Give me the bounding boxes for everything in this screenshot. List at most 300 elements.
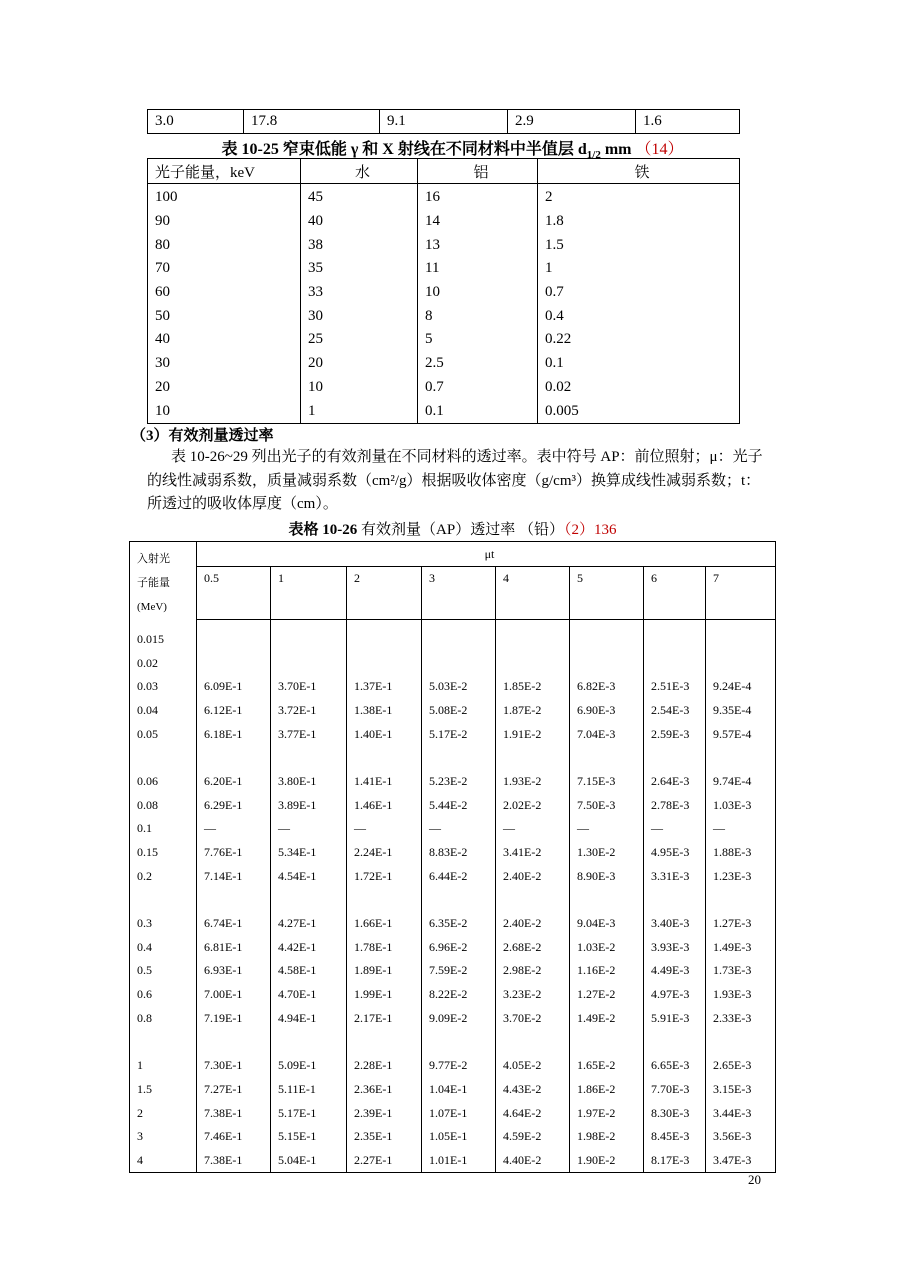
table-cell: 5.17E-1 <box>271 1101 347 1125</box>
table-cell <box>570 651 644 675</box>
table-cell <box>347 888 422 912</box>
table-cell <box>706 1030 776 1054</box>
table-row <box>148 376 740 400</box>
table-cell: 7.15E-3 <box>570 770 644 794</box>
energy-cell: 0.4 <box>130 935 197 959</box>
caption-reference: （14） <box>635 141 684 158</box>
previous-table-last-row <box>147 109 740 134</box>
table-cell: — <box>271 817 347 841</box>
energy-cell: 0.03 <box>130 675 197 699</box>
table-cell <box>271 888 347 912</box>
table-cell: 7.27E-1 <box>197 1078 271 1102</box>
table-cell: 10 <box>301 376 418 400</box>
table-row <box>130 675 776 699</box>
table-row <box>130 1078 776 1102</box>
table-cell: 4.40E-2 <box>496 1149 570 1173</box>
table-cell: 7.30E-1 <box>197 1054 271 1078</box>
table-cell: 6.09E-1 <box>197 675 271 699</box>
table-row <box>130 1007 776 1031</box>
table-cell: 6.65E-3 <box>644 1054 706 1078</box>
table-cell: 2.54E-3 <box>644 699 706 723</box>
table-cell: 7.38E-1 <box>197 1149 271 1173</box>
table-cell: 11 <box>418 257 538 281</box>
table-cell <box>644 651 706 675</box>
caption-text: 有效剂量（AP）透过率 （铅） <box>357 522 564 538</box>
table-cell: 3.80E-1 <box>271 770 347 794</box>
table-cell: 2.51E-3 <box>644 675 706 699</box>
table-subheader-row <box>130 567 776 619</box>
table-cell: 80 <box>148 233 301 257</box>
table-cell: 3.23E-2 <box>496 983 570 1007</box>
table-cell: 1.85E-2 <box>496 675 570 699</box>
table-cell: 0.4 <box>538 304 740 328</box>
table-cell <box>644 746 706 770</box>
table-cell: 6.81E-1 <box>197 935 271 959</box>
energy-cell <box>130 746 197 770</box>
table-row <box>130 959 776 983</box>
table-cell: 6.96E-2 <box>422 935 496 959</box>
table-cell: 1.49E-3 <box>706 935 776 959</box>
table-cell: 1.78E-1 <box>347 935 422 959</box>
table-cell: 2.98E-2 <box>496 959 570 983</box>
table-cell: 1.30E-2 <box>570 841 644 865</box>
table-cell: 3.31E-3 <box>644 864 706 888</box>
table-cell: 1 <box>538 257 740 281</box>
table-cell <box>496 1030 570 1054</box>
table-cell: 0.005 <box>538 399 740 423</box>
table-cell: 33 <box>301 281 418 305</box>
table-cell: — <box>706 817 776 841</box>
mu-t-header: μt <box>197 542 776 567</box>
energy-cell: 0.5 <box>130 959 197 983</box>
table-cell: 1.87E-2 <box>496 699 570 723</box>
table-cell: 6.74E-1 <box>197 912 271 936</box>
table-cell: 2.02E-2 <box>496 793 570 817</box>
table-cell: 5.34E-1 <box>271 841 347 865</box>
column-header: 3 <box>422 567 496 619</box>
table-cell: 3.41E-2 <box>496 841 570 865</box>
column-header: 水 <box>301 159 418 184</box>
caption-reference: （2）136 <box>563 522 617 538</box>
column-header: 1 <box>271 567 347 619</box>
table-cell: 6.20E-1 <box>197 770 271 794</box>
table-cell: 5.44E-2 <box>422 793 496 817</box>
table-cell <box>570 888 644 912</box>
table-cell: 8 <box>418 304 538 328</box>
table-row <box>130 888 776 912</box>
table-cell: 1.6 <box>636 110 740 134</box>
table-cell: 2.36E-1 <box>347 1078 422 1102</box>
table-cell: 7.38E-1 <box>197 1101 271 1125</box>
table-cell <box>706 619 776 651</box>
table-cell: 30 <box>301 304 418 328</box>
table-cell: 4.05E-2 <box>496 1054 570 1078</box>
table-cell: 20 <box>148 376 301 400</box>
energy-cell: 0.02 <box>130 651 197 675</box>
table-cell: 6.90E-3 <box>570 699 644 723</box>
table-cell <box>422 746 496 770</box>
table-cell: 3.56E-3 <box>706 1125 776 1149</box>
table-row <box>130 817 776 841</box>
table-cell: 1.04E-1 <box>422 1078 496 1102</box>
table-cell: 7.14E-1 <box>197 864 271 888</box>
energy-cell: 1 <box>130 1054 197 1078</box>
table-cell: 9.09E-2 <box>422 1007 496 1031</box>
table-cell: 4.54E-1 <box>271 864 347 888</box>
table-cell: 7.19E-1 <box>197 1007 271 1031</box>
table-cell: 1.03E-2 <box>570 935 644 959</box>
table-cell: 2.59E-3 <box>644 722 706 746</box>
table-cell <box>422 888 496 912</box>
table-cell: 9.1 <box>380 110 508 134</box>
table-cell: 3.93E-3 <box>644 935 706 959</box>
table-cell: 2.33E-3 <box>706 1007 776 1031</box>
table-cell: 3.15E-3 <box>706 1078 776 1102</box>
table-cell <box>271 746 347 770</box>
table-cell: 45 <box>301 184 418 210</box>
table-row <box>130 651 776 675</box>
table-cell: 2 <box>538 184 740 210</box>
table-row <box>130 983 776 1007</box>
table-cell: 3.70E-1 <box>271 675 347 699</box>
paragraph <box>147 446 772 517</box>
energy-cell: 0.04 <box>130 699 197 723</box>
table-cell: 1.23E-3 <box>706 864 776 888</box>
energy-cell: 0.3 <box>130 912 197 936</box>
energy-cell: 0.08 <box>130 793 197 817</box>
table-cell: 38 <box>301 233 418 257</box>
table-cell: 5.04E-1 <box>271 1149 347 1173</box>
table-cell: 14 <box>418 210 538 234</box>
table-cell <box>271 1030 347 1054</box>
table-cell: 2.24E-1 <box>347 841 422 865</box>
table-cell: 5.23E-2 <box>422 770 496 794</box>
table-cell: 1.40E-1 <box>347 722 422 746</box>
table-row <box>130 935 776 959</box>
table-cell <box>496 619 570 651</box>
table-cell: 1.99E-1 <box>347 983 422 1007</box>
column-header: 铝 <box>418 159 538 184</box>
table-cell: 25 <box>301 328 418 352</box>
energy-cell: 0.05 <box>130 722 197 746</box>
table-cell: 7.04E-3 <box>570 722 644 746</box>
table-cell: 1.05E-1 <box>422 1125 496 1149</box>
table-cell: 1.01E-1 <box>422 1149 496 1173</box>
table-cell: 16 <box>418 184 538 210</box>
table-cell: 1.73E-3 <box>706 959 776 983</box>
column-header: 7 <box>706 567 776 619</box>
column-header: 4 <box>496 567 570 619</box>
table-row <box>130 841 776 865</box>
table-cell: 1.16E-2 <box>570 959 644 983</box>
section-heading: （3）有效剂量透过率 <box>131 428 274 444</box>
table-cell <box>422 619 496 651</box>
table-row <box>148 281 740 305</box>
table-cell <box>706 888 776 912</box>
table-row <box>130 793 776 817</box>
table-cell <box>570 1030 644 1054</box>
table-cell: 40 <box>148 328 301 352</box>
table-cell: 2.64E-3 <box>644 770 706 794</box>
table-cell: 9.77E-2 <box>422 1054 496 1078</box>
table-cell: 2.40E-2 <box>496 912 570 936</box>
table-cell: 4.70E-1 <box>271 983 347 1007</box>
table-cell: 7.70E-3 <box>644 1078 706 1102</box>
table-cell: 1.89E-1 <box>347 959 422 983</box>
table-cell: 1.93E-2 <box>496 770 570 794</box>
table-cell <box>271 619 347 651</box>
energy-cell: 1.5 <box>130 1078 197 1102</box>
table-cell: 1.98E-2 <box>570 1125 644 1149</box>
table-cell <box>422 651 496 675</box>
table-cell: 50 <box>148 304 301 328</box>
table-cell: 7.46E-1 <box>197 1125 271 1149</box>
table-cell <box>570 746 644 770</box>
table-cell: 1 <box>301 399 418 423</box>
energy-cell: 0.2 <box>130 864 197 888</box>
table-cell: 20 <box>301 352 418 376</box>
table-cell: 7.50E-3 <box>570 793 644 817</box>
table-cell: 1.90E-2 <box>570 1149 644 1173</box>
table-cell: 6.35E-2 <box>422 912 496 936</box>
table-cell: 0.1 <box>538 352 740 376</box>
table-cell: 5.15E-1 <box>271 1125 347 1149</box>
table-cell: 6.12E-1 <box>197 699 271 723</box>
column-header: 铁 <box>538 159 740 184</box>
table-cell: 1.97E-2 <box>570 1101 644 1125</box>
table-cell <box>644 619 706 651</box>
table-cell: 3.77E-1 <box>271 722 347 746</box>
table-cell: 3.44E-3 <box>706 1101 776 1125</box>
table-cell: 1.5 <box>538 233 740 257</box>
table-cell: 1.41E-1 <box>347 770 422 794</box>
table-cell: 3.0 <box>148 110 244 134</box>
caption-text: 表 10-25 窄束低能 γ 和 X 射线在不同材料中半值层 d <box>221 141 587 158</box>
table-cell: 2.78E-3 <box>644 793 706 817</box>
row-header-label: 入射光 子能量 (MeV) <box>130 542 197 620</box>
table-cell: 35 <box>301 257 418 281</box>
table-cell <box>271 651 347 675</box>
table-cell: 70 <box>148 257 301 281</box>
table-cell: 8.45E-3 <box>644 1125 706 1149</box>
table-cell: 1.38E-1 <box>347 699 422 723</box>
table-cell: 9.04E-3 <box>570 912 644 936</box>
table-cell: 1.66E-1 <box>347 912 422 936</box>
table-cell <box>347 1030 422 1054</box>
paragraph-text: 表 10-26~29 列出光子的有效剂量在不同材料的透过率。表中符号 AP：前位照射；μ：光子的线性减弱系数，质量减弱系数（cm²/g）根据吸收体密度（g/cm³）换算成线性减弱系数；t：所透过的吸收体厚度（cm）。 <box>147 449 763 512</box>
table-cell <box>644 1030 706 1054</box>
table-cell: 1.27E-2 <box>570 983 644 1007</box>
table-cell: 5.08E-2 <box>422 699 496 723</box>
table-cell: 100 <box>148 184 301 210</box>
column-header: 光子能量，keV <box>148 159 301 184</box>
table-row <box>130 770 776 794</box>
table-cell: 9.74E-4 <box>706 770 776 794</box>
table-cell <box>197 746 271 770</box>
table-cell: — <box>197 817 271 841</box>
table-cell: — <box>347 817 422 841</box>
table-cell: 6.44E-2 <box>422 864 496 888</box>
table-cell: 1.49E-2 <box>570 1007 644 1031</box>
table-cell: 0.7 <box>538 281 740 305</box>
table-row <box>148 210 740 234</box>
table-cell: 13 <box>418 233 538 257</box>
table-cell: 2.68E-2 <box>496 935 570 959</box>
table-header-row <box>148 159 740 184</box>
table-cell: 1.86E-2 <box>570 1078 644 1102</box>
table-cell: 1.46E-1 <box>347 793 422 817</box>
table-body <box>130 619 776 1173</box>
table-cell: 1.27E-3 <box>706 912 776 936</box>
table-cell: 1.65E-2 <box>570 1054 644 1078</box>
energy-cell: 3 <box>130 1125 197 1149</box>
table-row <box>148 184 740 210</box>
table-cell: 3.70E-2 <box>496 1007 570 1031</box>
column-header: 0.5 <box>197 567 271 619</box>
table-cell: 90 <box>148 210 301 234</box>
table-row <box>130 912 776 936</box>
table-cell: 8.22E-2 <box>422 983 496 1007</box>
table-cell: 8.90E-3 <box>570 864 644 888</box>
table-cell: — <box>496 817 570 841</box>
table-row <box>130 1030 776 1054</box>
half-value-layer-table <box>147 158 740 424</box>
table-cell: 9.57E-4 <box>706 722 776 746</box>
table-cell: 4.95E-3 <box>644 841 706 865</box>
table-cell <box>496 651 570 675</box>
table-row <box>130 619 776 651</box>
table-cell: 5 <box>418 328 538 352</box>
table-cell: 0.22 <box>538 328 740 352</box>
table-cell: 2.39E-1 <box>347 1101 422 1125</box>
table-cell <box>422 1030 496 1054</box>
table-cell: 60 <box>148 281 301 305</box>
table-cell: 9.35E-4 <box>706 699 776 723</box>
table-cell: 2.35E-1 <box>347 1125 422 1149</box>
energy-cell: 0.6 <box>130 983 197 1007</box>
table-cell: 3.40E-3 <box>644 912 706 936</box>
table-cell <box>347 746 422 770</box>
caption-subscript: 1/2 <box>586 149 601 162</box>
table-cell <box>197 619 271 651</box>
table-cell: 1.07E-1 <box>422 1101 496 1125</box>
table-cell: 6.18E-1 <box>197 722 271 746</box>
table-cell: 5.09E-1 <box>271 1054 347 1078</box>
energy-cell: 0.015 <box>130 619 197 651</box>
energy-cell <box>130 888 197 912</box>
table-cell <box>197 888 271 912</box>
table-cell: 4.64E-2 <box>496 1101 570 1125</box>
table-row <box>148 233 740 257</box>
table-cell: 4.59E-2 <box>496 1125 570 1149</box>
table-cell: 3.47E-3 <box>706 1149 776 1173</box>
table-cell <box>570 619 644 651</box>
table-row <box>148 304 740 328</box>
table-row <box>130 722 776 746</box>
transmission-table <box>129 541 776 1173</box>
table-cell: 6.82E-3 <box>570 675 644 699</box>
table-cell <box>644 888 706 912</box>
energy-cell: 0.1 <box>130 817 197 841</box>
caption-label: 表格 10-26 <box>288 522 358 538</box>
table-cell: 8.83E-2 <box>422 841 496 865</box>
column-header: 6 <box>644 567 706 619</box>
table-cell: 7.00E-1 <box>197 983 271 1007</box>
table-cell: 8.17E-3 <box>644 1149 706 1173</box>
table-cell: 6.29E-1 <box>197 793 271 817</box>
table-cell: 4.94E-1 <box>271 1007 347 1031</box>
table-cell: 4.58E-1 <box>271 959 347 983</box>
table-cell <box>347 651 422 675</box>
table-row <box>130 746 776 770</box>
table-row <box>148 352 740 376</box>
table-cell: 30 <box>148 352 301 376</box>
table-cell: 0.1 <box>418 399 538 423</box>
table-cell: 40 <box>301 210 418 234</box>
table-cell: 17.8 <box>244 110 380 134</box>
table-cell: 10 <box>418 281 538 305</box>
table-cell <box>706 651 776 675</box>
table-cell: 1.72E-1 <box>347 864 422 888</box>
table-cell: 2.5 <box>418 352 538 376</box>
table-cell: 1.03E-3 <box>706 793 776 817</box>
table-cell <box>496 888 570 912</box>
table-cell: — <box>422 817 496 841</box>
table-cell: 4.42E-1 <box>271 935 347 959</box>
table-cell: 4.43E-2 <box>496 1078 570 1102</box>
table-header-row <box>130 542 776 567</box>
table-cell: 1.88E-3 <box>706 841 776 865</box>
table-cell: 5.17E-2 <box>422 722 496 746</box>
table-row <box>148 328 740 352</box>
table-row <box>148 257 740 281</box>
energy-cell: 2 <box>130 1101 197 1125</box>
table-row <box>130 699 776 723</box>
table-cell: 2.17E-1 <box>347 1007 422 1031</box>
table-cell: 7.76E-1 <box>197 841 271 865</box>
table-cell: 4.27E-1 <box>271 912 347 936</box>
table-row <box>130 1125 776 1149</box>
caption-unit: mm <box>600 141 636 158</box>
table-cell <box>347 619 422 651</box>
table-cell: 2.28E-1 <box>347 1054 422 1078</box>
table-cell <box>197 1030 271 1054</box>
table-cell: 5.03E-2 <box>422 675 496 699</box>
table-cell: 10 <box>148 399 301 423</box>
table-cell: — <box>570 817 644 841</box>
table-cell: 9.24E-4 <box>706 675 776 699</box>
table-row <box>130 864 776 888</box>
table-cell: 1.91E-2 <box>496 722 570 746</box>
table-cell: 2.40E-2 <box>496 864 570 888</box>
table-cell: 1.37E-1 <box>347 675 422 699</box>
table-row <box>130 1054 776 1078</box>
table-cell <box>496 746 570 770</box>
page-number: 20 <box>748 1172 761 1187</box>
table-cell: 6.93E-1 <box>197 959 271 983</box>
table-row <box>130 1101 776 1125</box>
table-row <box>148 399 740 423</box>
energy-cell: 0.8 <box>130 1007 197 1031</box>
table-cell: 8.30E-3 <box>644 1101 706 1125</box>
table-cell <box>706 746 776 770</box>
table-cell: 3.89E-1 <box>271 793 347 817</box>
table-cell: 5.91E-3 <box>644 1007 706 1031</box>
table-cell: 1.93E-3 <box>706 983 776 1007</box>
energy-cell: 4 <box>130 1149 197 1173</box>
table-cell: 4.97E-3 <box>644 983 706 1007</box>
column-header: 2 <box>347 567 422 619</box>
